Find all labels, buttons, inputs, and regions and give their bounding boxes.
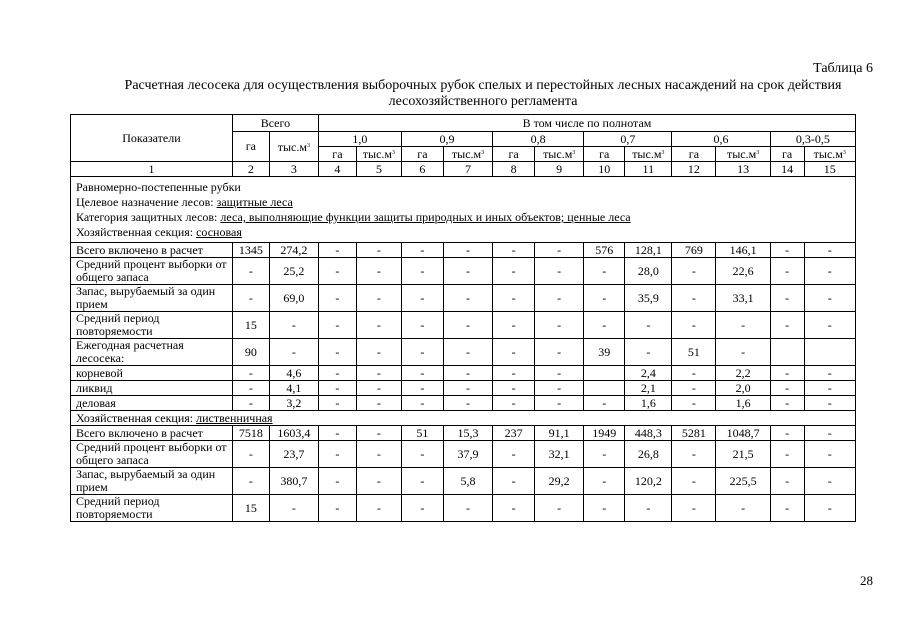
table-cell: - bbox=[401, 495, 443, 522]
table-cell: 237 bbox=[493, 426, 535, 441]
table-cell: 29,2 bbox=[535, 468, 584, 495]
table-cell: - bbox=[584, 285, 625, 312]
table-cell: 225,5 bbox=[716, 468, 770, 495]
table-cell: - bbox=[804, 381, 855, 396]
table-cell: - bbox=[770, 366, 804, 381]
table-cell: 23,7 bbox=[269, 441, 318, 468]
table-row bbox=[71, 441, 856, 468]
table-caption bbox=[60, 78, 905, 110]
header-unit-ha: га bbox=[672, 147, 716, 162]
table-cell: - bbox=[584, 441, 625, 468]
allowable-cut-table bbox=[70, 114, 856, 522]
column-number: 13 bbox=[716, 162, 770, 177]
table-cell: 32,1 bbox=[535, 441, 584, 468]
table-cell: 1,6 bbox=[716, 396, 770, 411]
table-cell: 1345 bbox=[232, 243, 269, 258]
page-number: 28 bbox=[860, 573, 873, 588]
table-cell: 1,6 bbox=[625, 396, 672, 411]
table-cell: - bbox=[356, 495, 401, 522]
forest-purpose: Целевое назначение лесов: защитные леса bbox=[76, 195, 293, 209]
table-cell: - bbox=[269, 495, 318, 522]
section-description bbox=[71, 177, 856, 243]
table-cell bbox=[770, 339, 804, 366]
header-total-ha: га bbox=[232, 132, 269, 162]
header-density-6: 0,3-0,5 bbox=[770, 132, 855, 147]
table-cell: - bbox=[716, 312, 770, 339]
table-cell: - bbox=[356, 312, 401, 339]
cutting-type: Равномерно-постепенные рубки bbox=[76, 180, 241, 194]
table-cell: - bbox=[356, 468, 401, 495]
column-number: 7 bbox=[443, 162, 492, 177]
table-cell: - bbox=[584, 312, 625, 339]
table-cell: 15 bbox=[232, 495, 269, 522]
table-cell: - bbox=[232, 468, 269, 495]
table-cell: 35,9 bbox=[625, 285, 672, 312]
economic-section-larch: Хозяйственная секция: лиственничная bbox=[71, 411, 856, 426]
table-cell: 22,6 bbox=[716, 258, 770, 285]
header-density-3: 0,8 bbox=[493, 132, 584, 147]
table-cell: 51 bbox=[672, 339, 716, 366]
column-number: 12 bbox=[672, 162, 716, 177]
table-cell: - bbox=[401, 258, 443, 285]
table-cell: - bbox=[356, 381, 401, 396]
table-cell: - bbox=[672, 441, 716, 468]
table-cell: - bbox=[443, 312, 492, 339]
caption-line-1: Расчетная лесосека для осуществления выборочных рубок спелых и перестойных лесных насаждений на срок действия bbox=[124, 78, 842, 93]
table-cell: - bbox=[672, 396, 716, 411]
table-cell: - bbox=[318, 426, 356, 441]
table-cell: - bbox=[443, 258, 492, 285]
header-total: Всего bbox=[232, 115, 318, 132]
header-unit-volume: $тыс.м^3$ bbox=[356, 147, 401, 162]
column-number: 14 bbox=[770, 162, 804, 177]
table-cell: - bbox=[672, 366, 716, 381]
column-number: 8 bbox=[493, 162, 535, 177]
table-cell: - bbox=[318, 312, 356, 339]
table-number: Таблица 6 bbox=[813, 61, 873, 76]
table-cell: - bbox=[401, 312, 443, 339]
caption-line-2: лесохозяйственного регламента bbox=[388, 94, 578, 109]
table-cell: - bbox=[535, 381, 584, 396]
header-unit-volume: $тыс.м^3$ bbox=[535, 147, 584, 162]
table-cell: - bbox=[535, 366, 584, 381]
table-cell: - bbox=[625, 339, 672, 366]
table-cell: - bbox=[535, 339, 584, 366]
header-density-4: 0,7 bbox=[584, 132, 672, 147]
table-cell: - bbox=[318, 495, 356, 522]
table-cell: - bbox=[401, 285, 443, 312]
table-cell: - bbox=[493, 366, 535, 381]
table-cell: - bbox=[584, 468, 625, 495]
table-cell: - bbox=[584, 396, 625, 411]
table-cell: - bbox=[804, 468, 855, 495]
header-unit-volume: $тыс.м^3$ bbox=[625, 147, 672, 162]
row-label: корневой bbox=[71, 366, 233, 381]
table-row bbox=[71, 426, 856, 441]
header-unit-ha: га bbox=[401, 147, 443, 162]
table-cell: - bbox=[672, 381, 716, 396]
table-cell: - bbox=[625, 312, 672, 339]
table-cell bbox=[584, 366, 625, 381]
table-cell bbox=[584, 381, 625, 396]
table-row bbox=[71, 339, 856, 366]
table-cell: - bbox=[401, 381, 443, 396]
table-cell: - bbox=[493, 258, 535, 285]
table-cell: - bbox=[356, 243, 401, 258]
header-unit-ha: га bbox=[318, 147, 356, 162]
table-cell: - bbox=[401, 441, 443, 468]
table-cell: - bbox=[535, 243, 584, 258]
table-cell: 25,2 bbox=[269, 258, 318, 285]
table-cell: - bbox=[770, 441, 804, 468]
header-indicators: Показатели bbox=[71, 115, 233, 162]
table-cell: - bbox=[493, 339, 535, 366]
table-cell: 4,6 bbox=[269, 366, 318, 381]
row-label: Средний период повторяемости bbox=[71, 495, 233, 522]
table-cell: - bbox=[770, 243, 804, 258]
table-cell: - bbox=[804, 312, 855, 339]
table-cell: - bbox=[318, 441, 356, 468]
table-cell: - bbox=[672, 495, 716, 522]
table-cell: - bbox=[232, 258, 269, 285]
table-cell: - bbox=[535, 258, 584, 285]
table-cell: - bbox=[493, 285, 535, 312]
table-cell: - bbox=[232, 396, 269, 411]
table-cell: - bbox=[770, 381, 804, 396]
table-cell: 274,2 bbox=[269, 243, 318, 258]
table-cell: - bbox=[318, 366, 356, 381]
table-cell: 90 bbox=[232, 339, 269, 366]
header-unit-volume: $тыс.м^3$ bbox=[716, 147, 770, 162]
table-cell: - bbox=[535, 495, 584, 522]
header-unit-ha: га bbox=[770, 147, 804, 162]
table-row bbox=[71, 312, 856, 339]
table-cell: - bbox=[401, 366, 443, 381]
table-cell: 3,2 bbox=[269, 396, 318, 411]
table-cell: 2,1 bbox=[625, 381, 672, 396]
header-density-5: 0,6 bbox=[672, 132, 770, 147]
column-number: 11 bbox=[625, 162, 672, 177]
table-cell: - bbox=[318, 243, 356, 258]
table-cell: - bbox=[318, 285, 356, 312]
table-cell: 28,0 bbox=[625, 258, 672, 285]
table-cell: - bbox=[535, 312, 584, 339]
header-density-1: 1,0 bbox=[318, 132, 401, 147]
table-cell: - bbox=[770, 495, 804, 522]
header-unit-volume: $тыс.м^3$ bbox=[804, 147, 855, 162]
table-cell: 91,1 bbox=[535, 426, 584, 441]
header-by-density: В том числе по полнотам bbox=[318, 115, 855, 132]
table-cell: - bbox=[804, 366, 855, 381]
table-cell: - bbox=[318, 339, 356, 366]
table-cell: - bbox=[804, 441, 855, 468]
row-label: Запас, вырубаемый за один прием bbox=[71, 285, 233, 312]
table-cell: - bbox=[804, 396, 855, 411]
table-cell: - bbox=[356, 366, 401, 381]
row-label: ликвид bbox=[71, 381, 233, 396]
table-cell: - bbox=[625, 495, 672, 522]
row-label: Ежегодная расчетная лесосека: bbox=[71, 339, 233, 366]
table-row bbox=[71, 381, 856, 396]
table-cell: - bbox=[443, 495, 492, 522]
table-cell: - bbox=[356, 426, 401, 441]
row-label: Запас, вырубаемый за один прием bbox=[71, 468, 233, 495]
table-cell: - bbox=[269, 339, 318, 366]
table-cell: - bbox=[318, 258, 356, 285]
table-cell: 33,1 bbox=[716, 285, 770, 312]
table-cell: 2,2 bbox=[716, 366, 770, 381]
column-number: 2 bbox=[232, 162, 269, 177]
row-label: деловая bbox=[71, 396, 233, 411]
table-row bbox=[71, 366, 856, 381]
table-cell: 769 bbox=[672, 243, 716, 258]
column-number: 4 bbox=[318, 162, 356, 177]
table-cell: - bbox=[318, 468, 356, 495]
table-cell: 21,5 bbox=[716, 441, 770, 468]
table-cell: 2,0 bbox=[716, 381, 770, 396]
table-cell: 380,7 bbox=[269, 468, 318, 495]
table-cell: 37,9 bbox=[443, 441, 492, 468]
column-number: 5 bbox=[356, 162, 401, 177]
table-cell: - bbox=[356, 441, 401, 468]
table-cell: - bbox=[443, 285, 492, 312]
table-cell: - bbox=[770, 312, 804, 339]
table-cell: - bbox=[770, 468, 804, 495]
table-cell: - bbox=[804, 258, 855, 285]
protective-category: Категория защитных лесов: леса, выполняющие функции защиты природных и иных объектов; ценные леса bbox=[76, 210, 631, 224]
table-cell: - bbox=[672, 312, 716, 339]
table-cell: 1603,4 bbox=[269, 426, 318, 441]
table-cell: 2,4 bbox=[625, 366, 672, 381]
table-cell: 15,3 bbox=[443, 426, 492, 441]
table-cell: - bbox=[269, 312, 318, 339]
table-cell: - bbox=[493, 495, 535, 522]
table-cell: - bbox=[232, 381, 269, 396]
table-cell: - bbox=[493, 468, 535, 495]
table-cell: - bbox=[356, 339, 401, 366]
table-cell: - bbox=[401, 396, 443, 411]
table-cell: - bbox=[535, 285, 584, 312]
row-label: Всего включено в расчет bbox=[71, 243, 233, 258]
table-cell: - bbox=[804, 285, 855, 312]
table-cell: - bbox=[804, 243, 855, 258]
row-label: Всего включено в расчет bbox=[71, 426, 233, 441]
table-cell: - bbox=[493, 243, 535, 258]
table-cell: - bbox=[804, 495, 855, 522]
table-cell: 69,0 bbox=[269, 285, 318, 312]
table-cell: - bbox=[770, 285, 804, 312]
table-cell: 4,1 bbox=[269, 381, 318, 396]
table-cell: 51 bbox=[401, 426, 443, 441]
table-cell: - bbox=[716, 495, 770, 522]
table-row bbox=[71, 285, 856, 312]
table-cell: - bbox=[356, 285, 401, 312]
table-cell: 1048,7 bbox=[716, 426, 770, 441]
column-number: 1 bbox=[71, 162, 233, 177]
table-cell: - bbox=[672, 285, 716, 312]
column-number: 9 bbox=[535, 162, 584, 177]
table-cell: - bbox=[493, 396, 535, 411]
table-cell: - bbox=[716, 339, 770, 366]
table-cell: 1949 bbox=[584, 426, 625, 441]
table-cell: - bbox=[318, 396, 356, 411]
table-cell bbox=[804, 339, 855, 366]
table-cell: - bbox=[770, 426, 804, 441]
table-cell: - bbox=[443, 366, 492, 381]
table-cell: - bbox=[672, 258, 716, 285]
table-cell: 39 bbox=[584, 339, 625, 366]
table-cell: - bbox=[493, 381, 535, 396]
table-row bbox=[71, 396, 856, 411]
table-cell: 576 bbox=[584, 243, 625, 258]
table-cell: - bbox=[493, 441, 535, 468]
header-unit-volume: $тыс.м^3$ bbox=[443, 147, 492, 162]
column-number: 15 bbox=[804, 162, 855, 177]
table-row bbox=[71, 468, 856, 495]
table-cell: 128,1 bbox=[625, 243, 672, 258]
table-cell: 5,8 bbox=[443, 468, 492, 495]
table-row bbox=[71, 495, 856, 522]
table-cell: - bbox=[535, 396, 584, 411]
table-cell: 146,1 bbox=[716, 243, 770, 258]
table-cell: 7518 bbox=[232, 426, 269, 441]
table-cell: 120,2 bbox=[625, 468, 672, 495]
table-cell: - bbox=[770, 396, 804, 411]
table-cell: - bbox=[672, 468, 716, 495]
table-cell: - bbox=[232, 366, 269, 381]
table-cell: - bbox=[401, 243, 443, 258]
row-label: Средний период повторяемости bbox=[71, 312, 233, 339]
table-cell: 448,3 bbox=[625, 426, 672, 441]
table-cell: - bbox=[443, 339, 492, 366]
table-cell: - bbox=[232, 285, 269, 312]
row-label: Средний процент выборки от общего запаса bbox=[71, 258, 233, 285]
header-density-2: 0,9 bbox=[401, 132, 492, 147]
table-cell: - bbox=[356, 258, 401, 285]
table-cell: - bbox=[443, 396, 492, 411]
table-cell: - bbox=[584, 258, 625, 285]
row-label: Средний процент выборки от общего запаса bbox=[71, 441, 233, 468]
table-cell: 5281 bbox=[672, 426, 716, 441]
table-cell: - bbox=[770, 258, 804, 285]
column-number: 10 bbox=[584, 162, 625, 177]
table-cell: - bbox=[493, 312, 535, 339]
table-cell: - bbox=[443, 381, 492, 396]
header-unit-ha: га bbox=[584, 147, 625, 162]
table-cell: - bbox=[401, 339, 443, 366]
table-cell: - bbox=[584, 495, 625, 522]
table-cell: - bbox=[318, 381, 356, 396]
table-cell: - bbox=[356, 396, 401, 411]
economic-section-pine: Хозяйственная секция: сосновая bbox=[76, 225, 242, 239]
table-row bbox=[71, 258, 856, 285]
table-cell: 26,8 bbox=[625, 441, 672, 468]
column-number: 6 bbox=[401, 162, 443, 177]
table-cell: - bbox=[804, 426, 855, 441]
table-row bbox=[71, 243, 856, 258]
header-total-volume: $тыс.м^3$ bbox=[269, 132, 318, 162]
table-cell: 15 bbox=[232, 312, 269, 339]
table-cell: - bbox=[401, 468, 443, 495]
column-number: 3 bbox=[269, 162, 318, 177]
table-cell: - bbox=[443, 243, 492, 258]
table-cell: - bbox=[232, 441, 269, 468]
header-unit-ha: га bbox=[493, 147, 535, 162]
